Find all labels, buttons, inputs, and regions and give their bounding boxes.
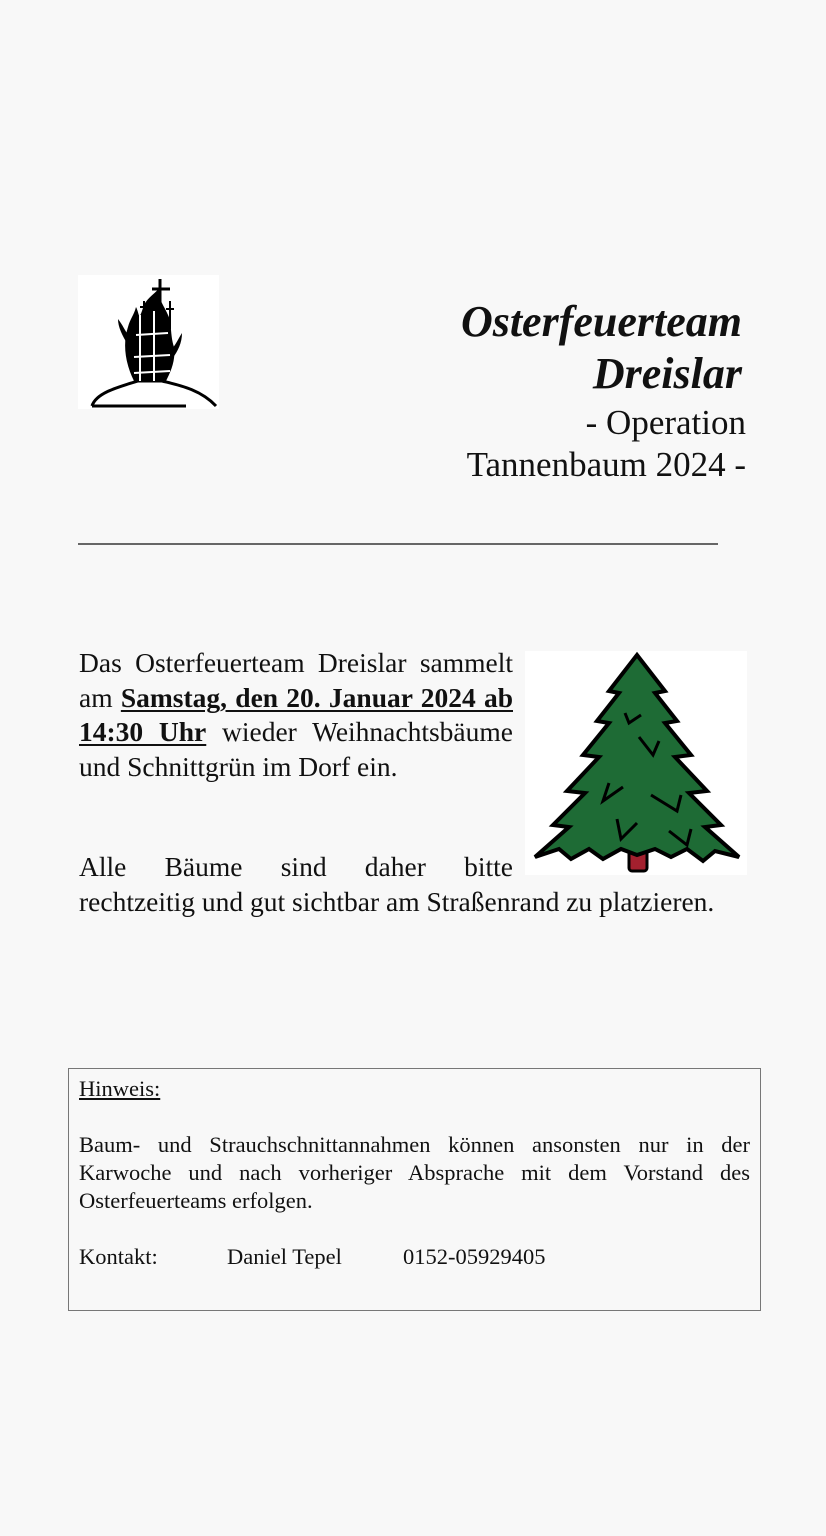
placement-paragraph bbox=[79, 850, 747, 919]
announcement-text-end: wieder Weihnachtsbäume und Schnittgrün im Dorf ein. bbox=[79, 716, 513, 782]
contact-name: Daniel Tepel bbox=[227, 1244, 342, 1269]
placement-text-line1: Alle Bäume sind daher bitte bbox=[79, 851, 513, 882]
subtitle-line-1: - Operation bbox=[585, 403, 746, 442]
collection-date-time: Samstag, den 20. Januar 2024 ab 14:30 Uhr bbox=[79, 681, 513, 747]
notice-heading: Hinweis: bbox=[79, 1076, 161, 1101]
separator-line bbox=[78, 543, 718, 545]
organization-name bbox=[326, 296, 742, 400]
event-subtitle bbox=[326, 402, 746, 486]
placement-text-rest: rechtzeitig und gut sichtbar am Straßenrand zu platzieren. bbox=[79, 885, 715, 917]
contact-phone: 0152-05929405 bbox=[403, 1244, 546, 1269]
title-line-2: Dreislar bbox=[592, 349, 742, 398]
subtitle-line-2: Tannenbaum 2024 - bbox=[466, 445, 746, 484]
osterfeuer-logo-icon bbox=[78, 275, 219, 409]
notice-box bbox=[68, 1068, 761, 1311]
christmas-tree-icon bbox=[525, 651, 747, 875]
notice-body: Baum- und Strauchschnittannahmen können ansonsten nur in der Karwoche und nach vorheriger Absprache mit dem Vorstand des Osterfeuerteams erfolgen. bbox=[79, 1132, 750, 1213]
announcement-paragraph bbox=[79, 646, 513, 784]
contact-row bbox=[79, 1243, 750, 1271]
announcement-text-start: Das Osterfeuerteam Dreislar sammelt am bbox=[79, 647, 513, 713]
contact-label: Kontakt: bbox=[79, 1244, 158, 1269]
title-line-1: Osterfeuerteam bbox=[460, 297, 742, 346]
header-title-block bbox=[326, 296, 746, 486]
